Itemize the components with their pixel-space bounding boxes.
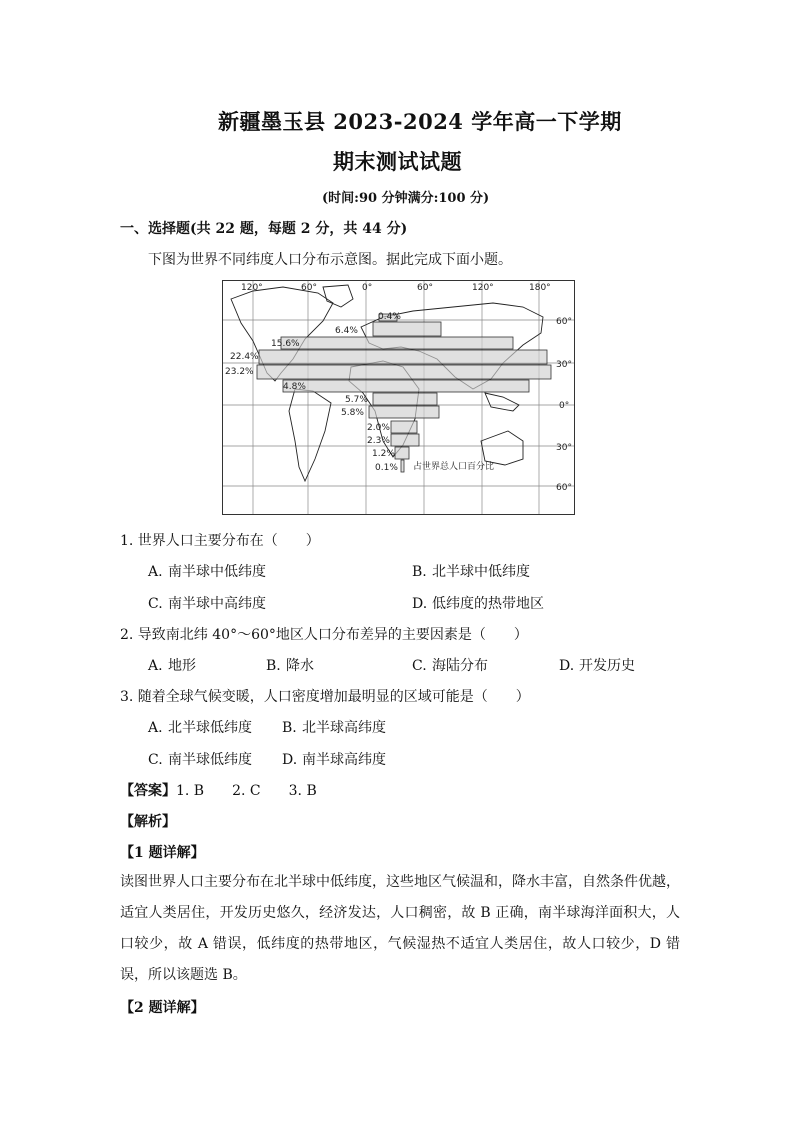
option-letter: D. — [282, 752, 298, 768]
bar-label: 4.8% — [283, 382, 306, 392]
map-legend: 占世界总人口百分比 — [413, 462, 495, 472]
lon-label: 120° — [472, 283, 494, 293]
analysis-label: 【解析】 — [120, 814, 176, 830]
bar-label: 5.7% — [345, 395, 368, 405]
option-letter: A. — [148, 720, 163, 736]
question-3-option-a — [148, 717, 252, 737]
question-1-option-b — [412, 561, 530, 581]
lat-label: 60° — [556, 317, 572, 327]
option-text: 北半球中低纬度 — [432, 564, 530, 580]
question-3-option-d — [282, 749, 386, 769]
lat-label: 30° — [556, 360, 572, 370]
option-text: 北半球高纬度 — [302, 720, 386, 736]
bar-2.0 — [391, 421, 417, 433]
lon-label: 180° — [529, 283, 551, 293]
bar-22.4 — [259, 350, 547, 364]
bar-label: 15.6% — [271, 339, 300, 349]
question-3-option-c — [148, 749, 252, 769]
section-intro: 下图为世界不同纬度人口分布示意图。据此完成下面小题。 — [148, 252, 512, 268]
bar-label: 0.1% — [375, 463, 398, 473]
q1-analysis-text: 读图世界人口主要分布在北半球中低纬度，这些地区气候温和，降水丰富，自然条件优越，适宜人类居住，开发历史悠久，经济发达，人口稠密，故 B 正确，南半球海洋面积大，人口较少，故 A 错误，低纬度的热带地区，气候湿热不适宜人类居住，故人口较少，D 错误，所以该题选 B。 — [120, 874, 680, 983]
bar-6.4 — [373, 322, 441, 336]
option-letter: B. — [282, 720, 297, 736]
question-1-stem: 1. 世界人口主要分布在（ ） — [120, 533, 320, 549]
bar-label: 23.2% — [225, 367, 254, 377]
question-2-option-b — [266, 655, 314, 675]
question-3-stem: 3. 随着全球气候变暖，人口密度增加最明显的区域可能是（ ） — [120, 689, 530, 705]
answer-value: 2. C — [232, 783, 261, 799]
bar-label: 22.4% — [230, 352, 259, 362]
option-text: 降水 — [286, 658, 314, 674]
answer-line — [120, 780, 317, 800]
question-2-option-d — [559, 655, 635, 675]
option-text: 低纬度的热带地区 — [432, 596, 544, 612]
lon-label: 0° — [362, 283, 373, 293]
bar-label: 6.4% — [335, 326, 358, 336]
q2-analysis-heading: 【2 题详解】 — [120, 1000, 205, 1016]
option-letter: C. — [412, 658, 427, 674]
map-svg — [223, 281, 574, 514]
option-text: 南半球高纬度 — [302, 752, 386, 768]
answer-value: 1. B — [176, 783, 205, 799]
lon-label: 120° — [241, 283, 263, 293]
bar-5.7 — [373, 393, 437, 405]
bar-23.2 — [257, 365, 551, 379]
lat-label: 30° — [556, 443, 572, 453]
option-letter: B. — [412, 564, 427, 580]
answer-label: 【答案】 — [120, 783, 176, 799]
option-text: 南半球中高纬度 — [168, 596, 266, 612]
bar-0.1 — [401, 460, 404, 472]
option-text: 南半球低纬度 — [168, 752, 252, 768]
option-text: 北半球低纬度 — [168, 720, 252, 736]
question-1-option-a — [148, 561, 266, 581]
bar-labels — [225, 312, 494, 473]
bar-15.6 — [281, 337, 513, 349]
q1-analysis-heading: 【1 题详解】 — [120, 845, 205, 861]
question-1-option-d — [412, 593, 544, 613]
option-letter: A. — [148, 658, 163, 674]
lon-label: 60° — [417, 283, 433, 293]
option-text: 开发历史 — [579, 658, 635, 674]
page-subtitle: 期末测试试题 — [333, 149, 462, 174]
option-text: 地形 — [168, 658, 196, 674]
bar-label: 2.0% — [367, 423, 390, 433]
question-2-option-a — [148, 655, 196, 675]
option-letter: C. — [148, 752, 163, 768]
page-title: 新疆墨玉县 2023-2024 学年高一下学期 — [218, 109, 622, 134]
question-1-option-c — [148, 593, 266, 613]
bar-label: 2.3% — [367, 436, 390, 446]
bar-label: 1.2% — [372, 449, 395, 459]
population-bars — [257, 314, 551, 472]
question-3-option-b — [282, 717, 386, 737]
lat-label: 60° — [556, 483, 572, 493]
bar-label: 0.4% — [378, 312, 401, 322]
section-heading: 一、选择题(共 22 题，每题 2 分，共 44 分) — [120, 221, 408, 237]
lat-label: 0° — [559, 401, 570, 411]
option-letter: D. — [412, 596, 428, 612]
question-2-stem: 2. 导致南北纬 40°～60°地区人口分布差异的主要因素是（ ） — [120, 627, 528, 643]
bar-5.8 — [369, 406, 439, 418]
question-2-option-c — [412, 655, 488, 675]
world-population-latitude-map — [222, 280, 575, 515]
option-letter: D. — [559, 658, 575, 674]
time-info: (时间:90 分钟满分:100 分) — [322, 191, 490, 206]
option-text: 海陆分布 — [432, 658, 488, 674]
option-text: 南半球中低纬度 — [168, 564, 266, 580]
bar-1.2 — [395, 447, 409, 459]
option-letter: B. — [266, 658, 281, 674]
option-letter: A. — [148, 564, 163, 580]
bar-4.8 — [283, 380, 529, 392]
bar-2.3 — [391, 434, 419, 446]
option-letter: C. — [148, 596, 163, 612]
answer-value: 3. B — [288, 783, 317, 799]
lon-label: 60° — [301, 283, 317, 293]
bar-label: 5.8% — [341, 408, 364, 418]
